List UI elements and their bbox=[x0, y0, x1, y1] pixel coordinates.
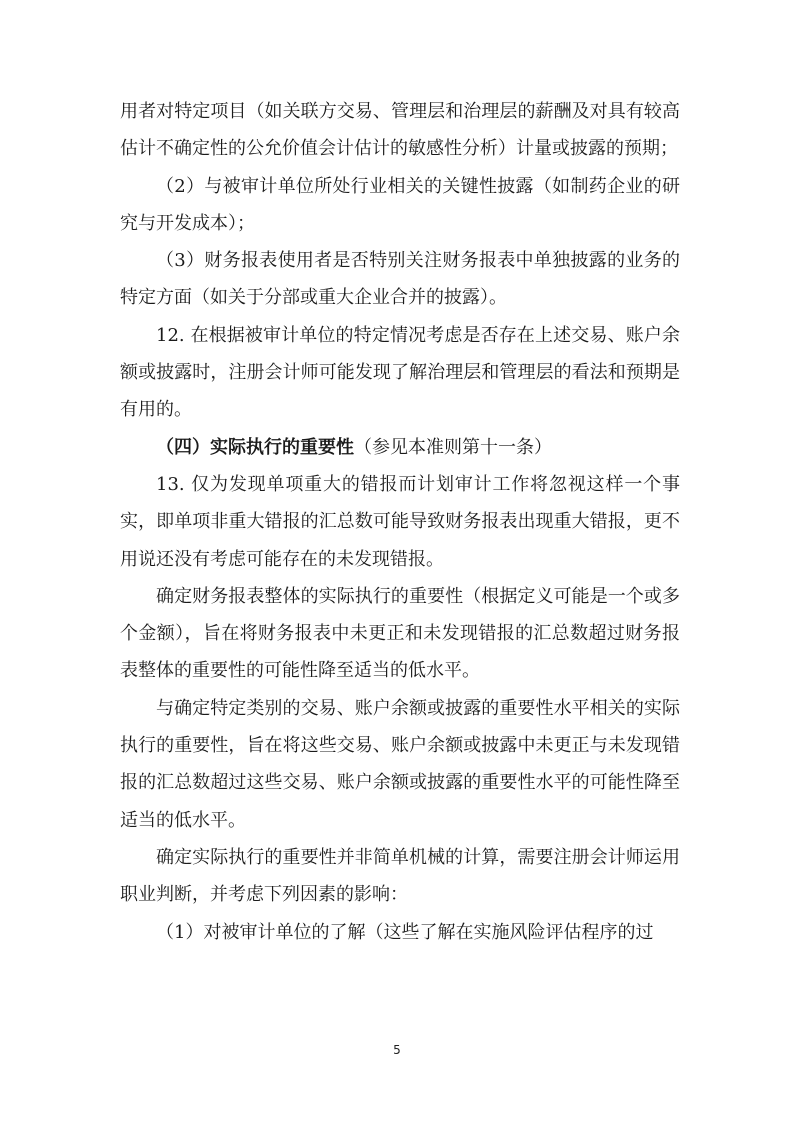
page-number: 5 bbox=[393, 1043, 401, 1057]
paragraph-continuation: 用者对特定项目（如关联方交易、管理层和治理层的薪酬及对具有较高估计不确定性的公允价值会计估计的敏感性分析）计量或披露的预期； bbox=[120, 101, 680, 160]
paragraph-overall-materiality: 确定财务报表整体的实际执行的重要性（根据定义可能是一个或多个金额），旨在将财务报表中未更正和未发现错报的汇总数超过财务报表整体的重要性的可能性降至适当的低水平。 bbox=[120, 585, 680, 682]
paragraph-judgment: 确定实际执行的重要性并非简单机械的计算，需要注册会计师运用职业判断，并考虑下列因素的影响： bbox=[120, 846, 680, 906]
paragraph-specific-materiality: 与确定特定类别的交易、账户余额或披露的重要性水平相关的实际执行的重要性，旨在将这些交易、账户余额或披露中未更正与未发现错报的汇总数超过这些交易、账户余额或披露的重要性水平的可能性降至适当的低水平。 bbox=[120, 697, 680, 831]
section-heading bbox=[120, 429, 680, 466]
document-body bbox=[120, 93, 680, 951]
paragraph-factor-1: （1）对被审计单位的了解（这些了解在实施风险评估程序的过 bbox=[156, 921, 654, 943]
paragraph-12: 12. 在根据被审计单位的特定情况考虑是否存在上述交易、账户余额或披露时，注册会计师可能发现了解治理层和管理层的看法和预期是有用的。 bbox=[120, 324, 680, 421]
paragraph-13: 13. 仅为发现单项重大的错报而计划审计工作将忽视这样一个事实，即单项非重大错报的汇总数可能导致财务报表出现重大错报，更不用说还没有考虑可能存在的未发现错报。 bbox=[120, 473, 680, 570]
section-heading-reference: （参见本准则第十一条） bbox=[354, 436, 552, 458]
section-heading-title: （四）实际执行的重要性 bbox=[156, 436, 354, 458]
paragraph-item-3: （3）财务报表使用者是否特别关注财务报表中单独披露的业务的特定方面（如关于分部或重大企业合并的披露）。 bbox=[120, 250, 680, 309]
paragraph-item-2: （2）与被审计单位所处行业相关的关键性披露（如制药企业的研究与开发成本）； bbox=[120, 175, 680, 234]
